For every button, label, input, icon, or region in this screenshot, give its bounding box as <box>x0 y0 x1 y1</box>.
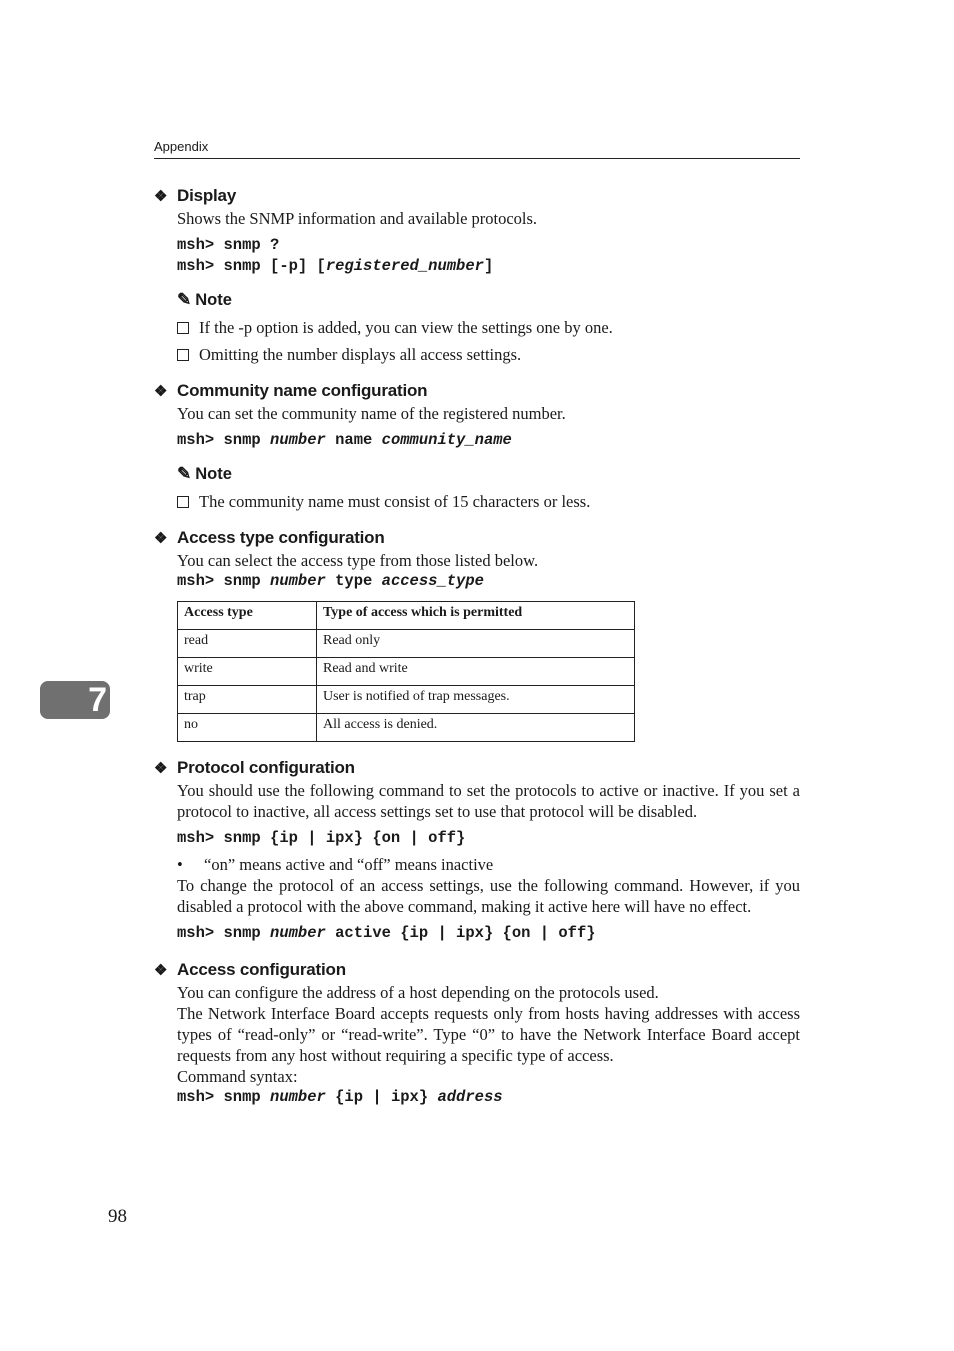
table-row <box>178 658 635 686</box>
command-argument: number <box>270 431 326 449</box>
section-title: Access configuration <box>177 960 346 979</box>
command-text: active {ip | ipx} {on | off} <box>325 924 596 942</box>
note-text: If the -p option is added, you can view the settings one by one. <box>199 318 613 337</box>
section-body-display <box>177 208 800 365</box>
section-title: Display <box>177 186 237 205</box>
command-argument: number <box>270 572 326 590</box>
command-argument: number <box>270 924 326 942</box>
table-header-cell: Type of access which is permitted <box>317 602 635 630</box>
table-cell: no <box>178 714 317 742</box>
note-heading <box>177 463 800 485</box>
note-heading <box>177 289 800 311</box>
command-text: msh> snmp <box>177 431 271 449</box>
pencil-icon: ✎ <box>177 290 192 309</box>
page-header <box>154 138 800 159</box>
table-cell: read <box>178 630 317 658</box>
page-number: 98 <box>108 1206 127 1227</box>
table-cell: trap <box>178 686 317 714</box>
command-text: msh> snmp <box>177 924 271 942</box>
section-title: Protocol configuration <box>177 758 355 777</box>
diamond-bullet-icon: ❖ <box>154 188 168 205</box>
section-description: To change the protocol of an access settings, use the following command. However, if you disabled a protocol with the above command, making it active here will have no effect. <box>177 876 800 916</box>
section-body-community <box>177 403 800 512</box>
section-description: The Network Interface Board accepts requests only from hosts having addresses with access types of “read-only” or “read-write”. Type “0” to have the Network Interface Board accept requests from any host without requiring a specific type of access. <box>177 1004 800 1065</box>
section-description: You can configure the address of a host depending on the protocols used. <box>177 983 659 1002</box>
page-content <box>154 184 800 1108</box>
command-argument: address <box>437 1088 503 1106</box>
checkbox-icon <box>177 349 189 361</box>
table-header-row <box>178 602 635 630</box>
note-item <box>177 491 800 512</box>
section-title: Community name configuration <box>177 381 428 400</box>
note-text: The community name must consist of 15 characters or less. <box>199 492 591 511</box>
section-description: You should use the following command to set the protocols to active or inactive. If you set a protocol to inactive, all access settings set to use that protocol will be disabled. <box>177 781 800 821</box>
section-body-protocol <box>177 780 800 944</box>
section-heading-protocol <box>154 756 800 780</box>
checkbox-icon <box>177 322 189 334</box>
note-label: Note <box>195 464 232 483</box>
table-header-cell: Access type <box>178 602 317 630</box>
table-row <box>178 714 635 742</box>
table-cell: User is notified of trap messages. <box>317 686 635 714</box>
table-row <box>178 630 635 658</box>
command-line: msh> snmp {ip | ipx} {on | off} <box>177 829 466 847</box>
table-cell: write <box>178 658 317 686</box>
pencil-icon: ✎ <box>177 464 192 483</box>
command-line <box>177 1087 800 1108</box>
checkbox-icon <box>177 496 189 508</box>
header-label: Appendix <box>154 139 209 154</box>
section-heading-community <box>154 379 800 403</box>
note-text: Omitting the number displays all access settings. <box>199 345 522 364</box>
access-type-table <box>177 601 635 742</box>
section-heading-display <box>154 184 800 208</box>
command-line: msh> snmp ? <box>177 236 280 254</box>
command-argument: community_name <box>381 431 512 449</box>
command-text: msh> snmp [-p] [ <box>177 257 326 275</box>
table-row <box>178 686 635 714</box>
command-line <box>177 571 800 592</box>
section-description: You can select the access type from those listed below. <box>177 551 539 570</box>
bullet-dot-icon: • <box>177 855 183 874</box>
command-text: ] <box>483 257 494 275</box>
note-item <box>177 317 800 338</box>
command-argument: access_type <box>381 572 484 590</box>
section-heading-access-type <box>154 526 800 550</box>
command-text: msh> snmp <box>177 572 271 590</box>
section-body-access-config <box>177 982 800 1108</box>
section-description: Command syntax: <box>177 1067 298 1086</box>
section-body-access-type <box>177 550 800 742</box>
command-line <box>177 256 800 277</box>
chapter-tab: 7 <box>40 681 110 719</box>
section-description: You can set the community name of the registered number. <box>177 404 566 423</box>
table-cell: All access is denied. <box>317 714 635 742</box>
diamond-bullet-icon: ❖ <box>154 383 168 400</box>
command-line <box>177 430 800 451</box>
bullet-item <box>177 854 800 875</box>
diamond-bullet-icon: ❖ <box>154 530 168 547</box>
note-label: Note <box>195 290 232 309</box>
table-cell: Read and write <box>317 658 635 686</box>
command-argument: number <box>270 1088 326 1106</box>
command-text: name <box>325 431 382 449</box>
command-line <box>177 923 800 944</box>
note-item <box>177 344 800 365</box>
section-heading-access-config <box>154 958 800 982</box>
command-text: msh> snmp <box>177 1088 271 1106</box>
bullet-text: “on” means active and “off” means inactive <box>204 855 494 874</box>
command-argument: registered_number <box>325 257 484 275</box>
diamond-bullet-icon: ❖ <box>154 760 168 777</box>
section-title: Access type configuration <box>177 528 385 547</box>
command-text: type <box>325 572 382 590</box>
diamond-bullet-icon: ❖ <box>154 962 168 979</box>
table-cell: Read only <box>317 630 635 658</box>
command-text: {ip | ipx} <box>325 1088 438 1106</box>
section-description: Shows the SNMP information and available protocols. <box>177 209 538 228</box>
